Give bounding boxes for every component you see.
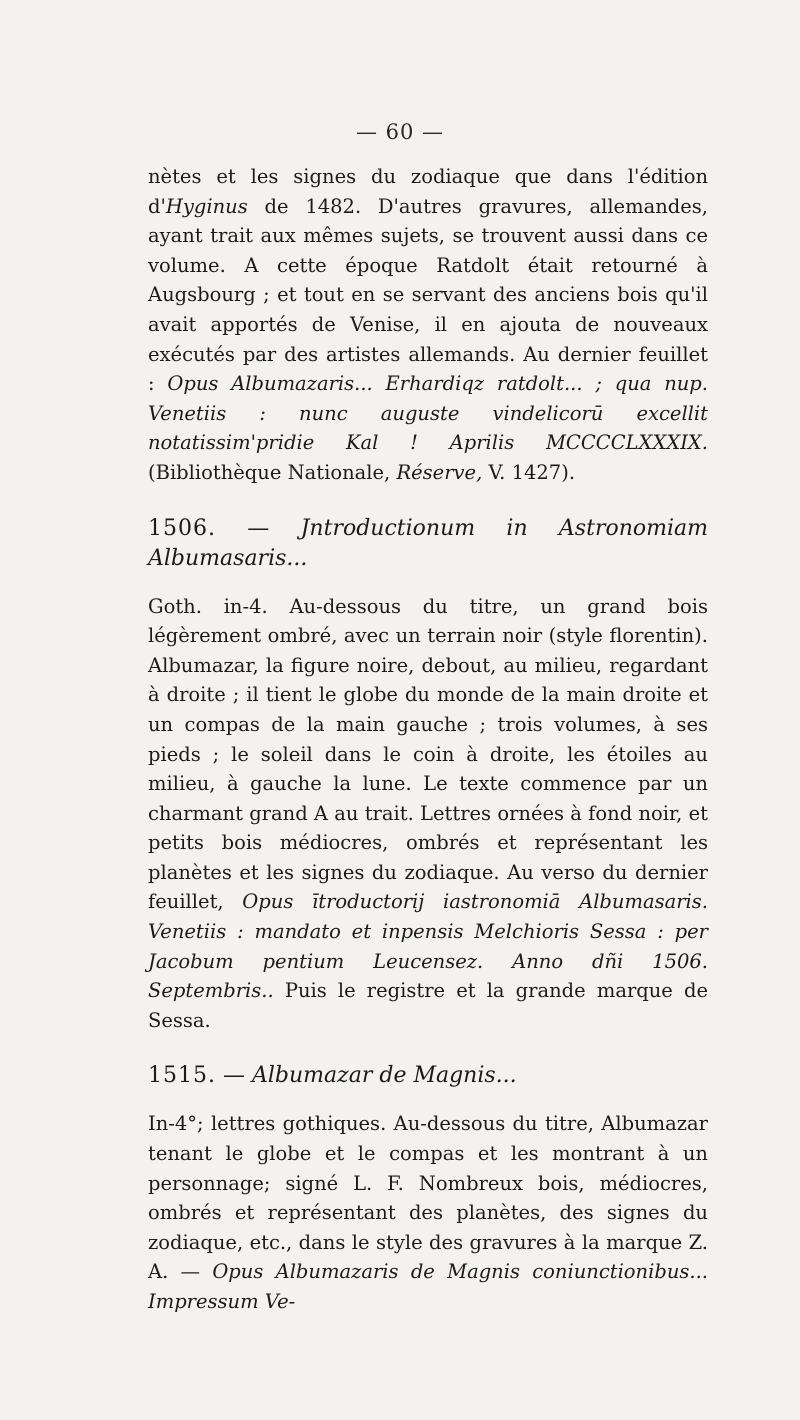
text-run: Puis le registre et la grande marque de Sessa. <box>148 979 708 1032</box>
italic-reserve: Réserve, <box>396 460 483 484</box>
italic-title-hyginus: Hyginus <box>165 194 248 218</box>
text-run: In-4°; lettres gothiques. Au-dessous du titre, Albumazar tenant le globe et le compas et les montrant à un personnage; signé L. F. Nombreux bois, médiocres, ombrés et représentant des planètes, des signes du zodiaque, etc., dans le style des gravures à la marque Z. A. — <box>148 1112 708 1284</box>
entry-year: 1506. <box>148 515 216 541</box>
italic-colophon-quote: Opus ītroductorij iastronomiā Albumasaris. Venetiis : mandato et inpensis Melchioris Sessa : per Jacobum pentium Leucensez. Anno dñi 1506. Septembris.. <box>148 890 708 1003</box>
page-number: — 60 — <box>355 120 445 144</box>
paragraph-1506-description <box>148 592 708 1036</box>
text-run: de 1482. D'autres gravures, allemandes, ayant trait aux mêmes sujets, se trouvent aussi dans ce volume. A cette époque Ratdolt était retourné à Augsbourg ; et tout en se servant des anciens bois qu'il avait apportés de Venise, il en ajouta de nouveaux exécutés par des artistes allemands. Au dernier feuillet : <box>148 194 708 396</box>
entry-heading-1506 <box>148 514 708 574</box>
entry-year: 1515. <box>148 1063 216 1089</box>
italic-colophon-quote: Opus Albumazaris... Erhardiqz ratdolt... ; qua nup. Venetiis : nunc auguste vindelicorū excellit notatissim'pridie Kal ! Aprilis MCCCCLXXXIX. <box>148 372 708 455</box>
entry-dash: — <box>215 1063 252 1089</box>
entry-title: Jntroductionum in Astronomiam Albumasaris... <box>148 515 708 571</box>
entry-dash: — <box>215 515 301 541</box>
text-run: (Bibliothèque Nationale, <box>148 460 397 484</box>
text-run: V. 1427). <box>482 460 576 484</box>
text-run: nètes et les signes du zodiaque que dans l'édition d' <box>148 165 708 218</box>
paragraph-ratdolt-edition <box>148 162 708 488</box>
text-run: Goth. in-4. Au-dessous du titre, un grand bois légèrement ombré, avec un terrain noir (style florentin). Albumazar, la figure noire, debout, au milieu, regardant à droite ; il tient le globe du monde de la main droite et un compas de la main gauche ; trois volumes, à ses pieds ; le soleil dans le coin à droite, les étoiles au milieu, à gauche la lune. Le texte commence par un charmant grand A au trait. Lettres ornées à fond noir, et petits bois médiocres, ombrés et représentant les planètes et les signes du zodiaque. Au verso du dernier feuillet, <box>148 594 708 914</box>
entry-title: Albumazar de Magnis... <box>251 1063 517 1089</box>
paragraph-1515-description <box>148 1109 708 1316</box>
italic-colophon-quote: Opus Albumazaris de Magnis coniunctionibus... Impressum Ve- <box>148 1260 708 1313</box>
text-column <box>148 162 708 1317</box>
entry-heading-1515 <box>148 1061 708 1091</box>
